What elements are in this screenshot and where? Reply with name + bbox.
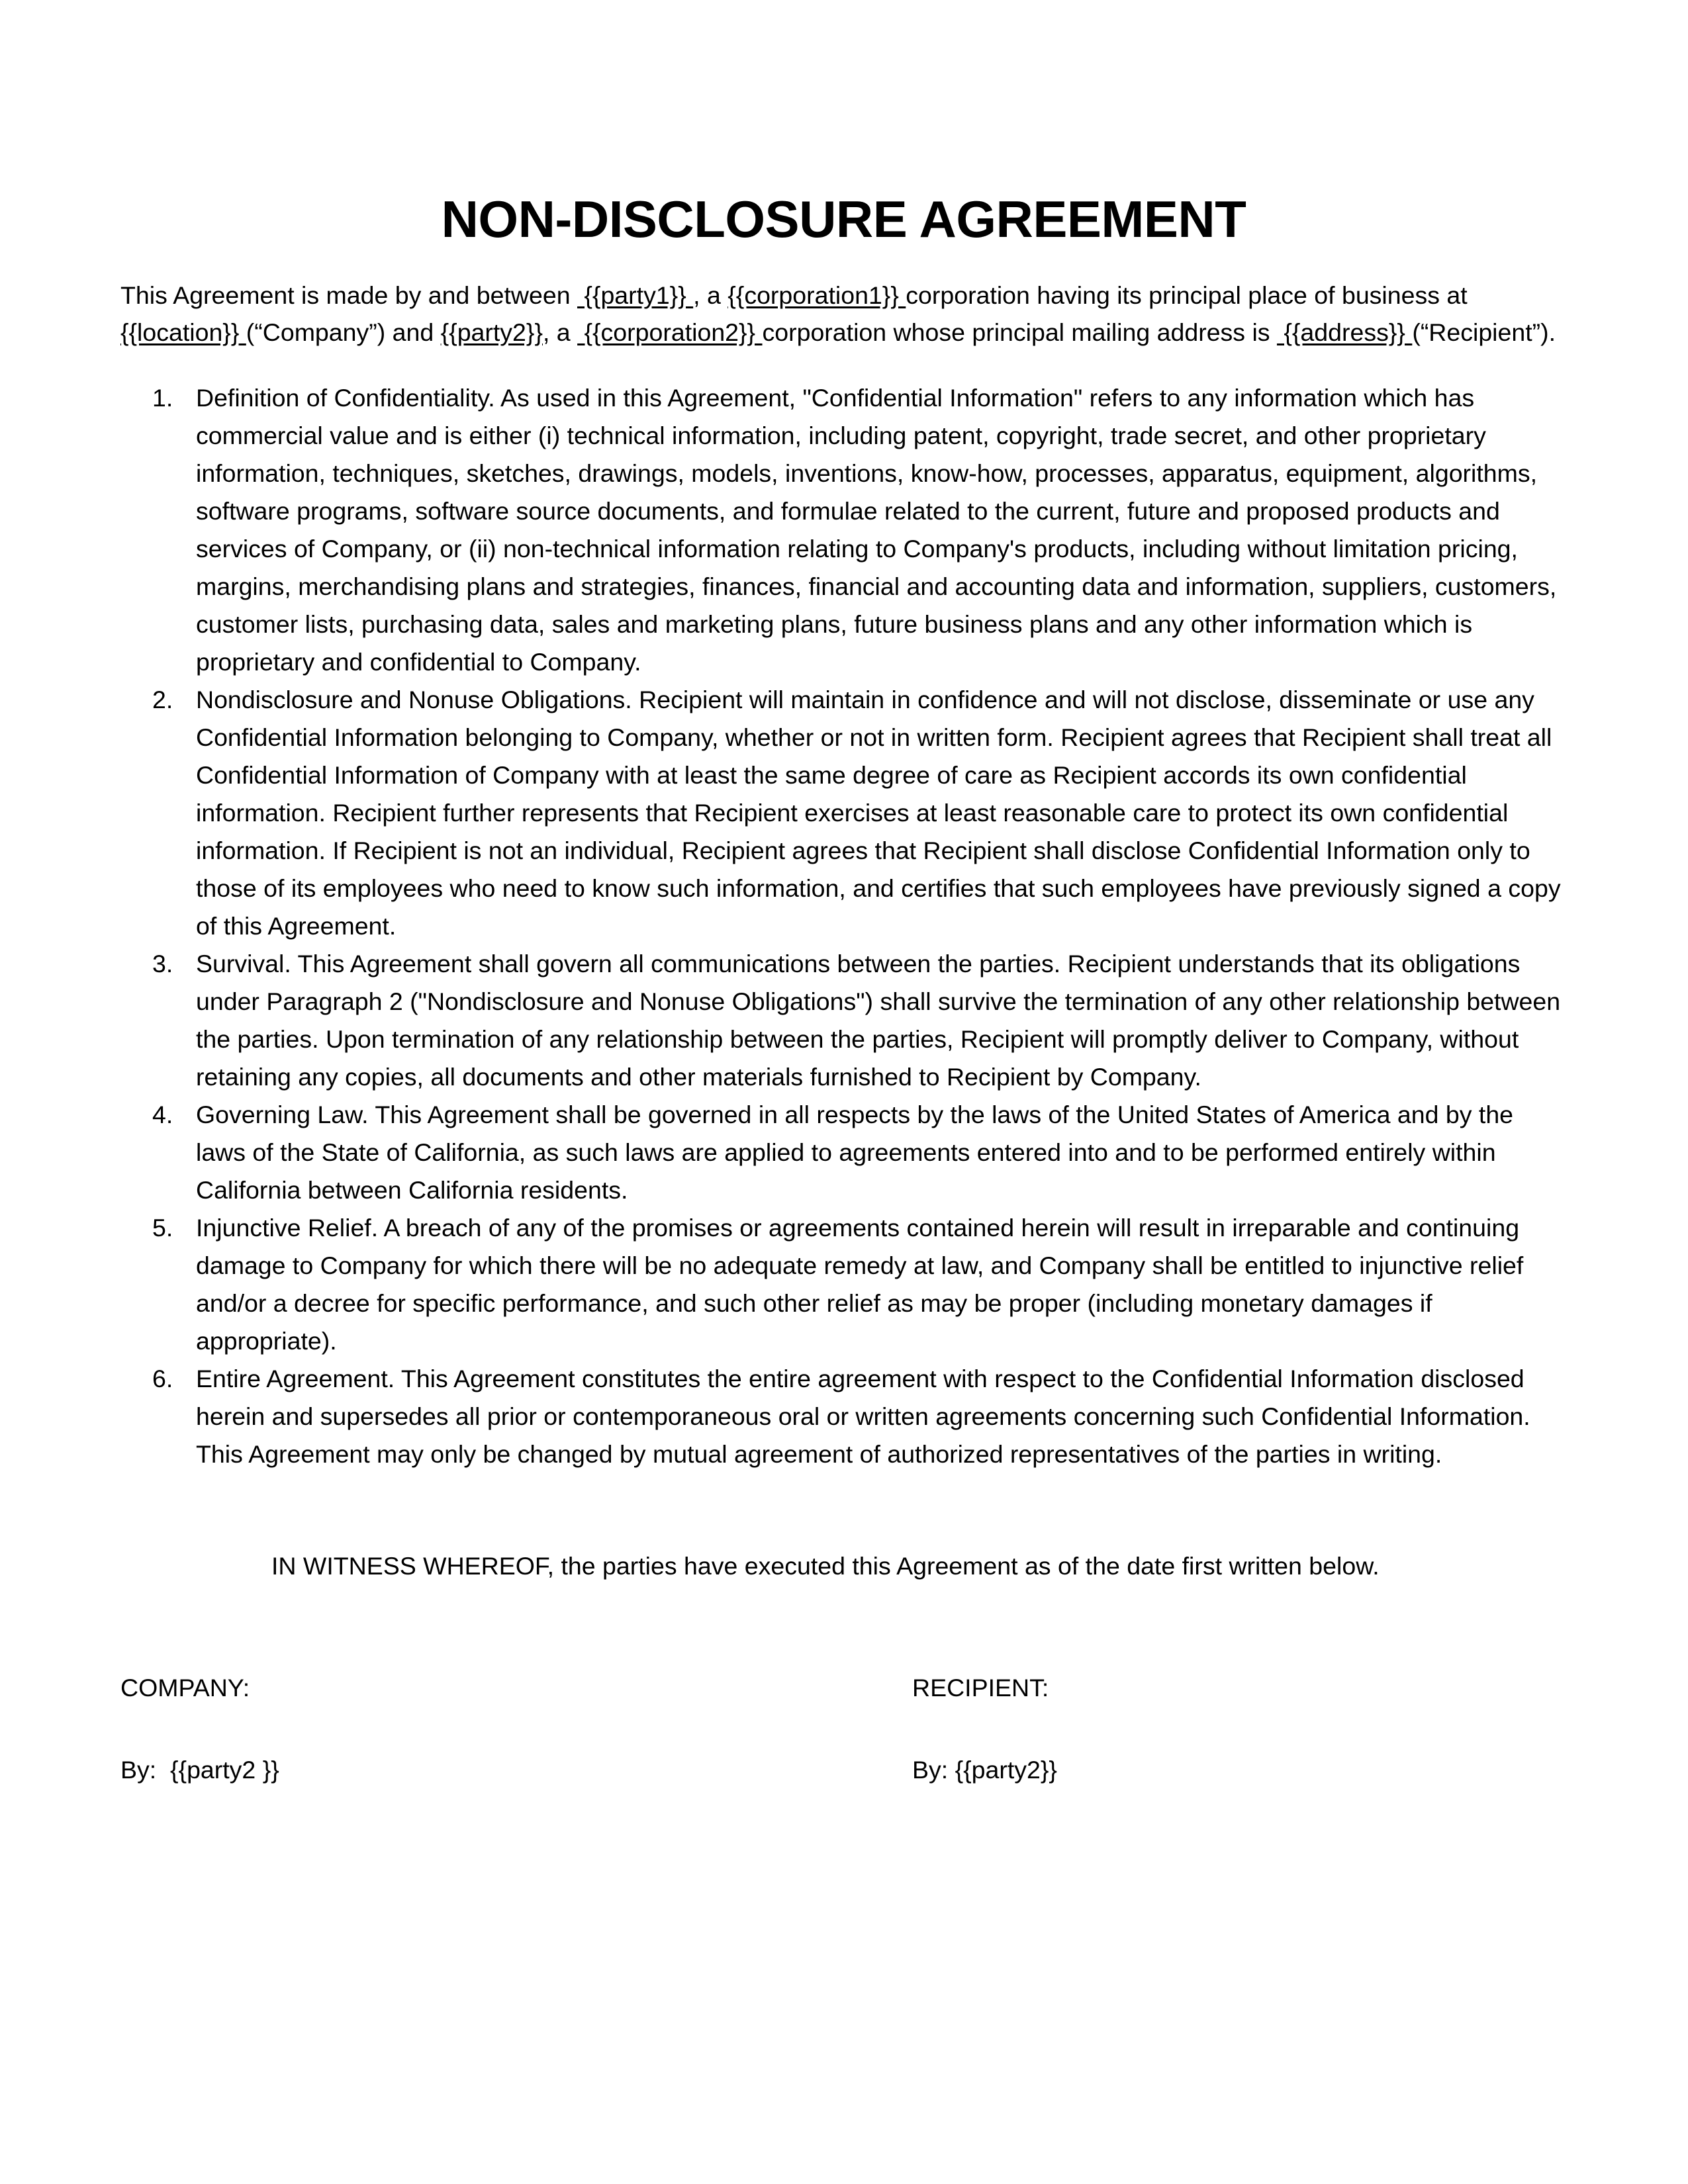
witness-clause: IN WITNESS WHEREOF, the parties have executed this Agreement as of the date first written below. [271, 1551, 1380, 1580]
intro-text-7: (“Recipient”). [1412, 318, 1556, 347]
intro-text-4: (“Company”) and [246, 318, 441, 347]
page-title: NON-DISCLOSURE AGREEMENT [441, 190, 1246, 248]
signature-label-row [120, 1669, 1567, 1710]
recipient-label: RECIPIENT: [912, 1673, 1049, 1702]
clause-list [120, 351, 1567, 1473]
intro-text-2: , a [693, 281, 728, 309]
signature-block [120, 1584, 1567, 1792]
clause-text: Definition of Confidentiality. As used in this Agreement, "Confidential Information" refers to any information which has commercial value and is either (i) technical information, including patent, copyright, trade secret, and other proprietary information, techniques, sketches, drawings, models, inventions, know-how, processes, apparatus, equipment, algorithms, software programs, software source documents, and formulae related to the current, future and proposed products and services of Company, or (ii) non-technical information relating to Company's products, including without limitation pricing, margins, merchandising plans and strategies, finances, financial and accounting data and information, suppliers, customers, customer lists, purchasing data, sales and marketing plans, future business plans and any other information which is proprietary and confidential to Company. [196, 383, 1557, 676]
clause-item-6 [120, 1360, 1567, 1473]
company-by-field: By: {{party2 }} [120, 1755, 279, 1784]
clause-text: Entire Agreement. This Agreement constitutes the entire agreement with respect to the Confidential Information disclosed herein and supersedes all prior or contemporaneous oral or written agreements concerning such Confidential Information. This Agreement may only be changed by mutual agreement of authorized representatives of the parties in writing. [196, 1364, 1530, 1468]
recipient-by-field: By: {{party2}} [912, 1755, 1057, 1784]
clause-item-3 [120, 945, 1567, 1096]
clause-item-4 [120, 1096, 1567, 1209]
intro-text-3: corporation having its principal place of business at [906, 281, 1475, 309]
clause-text: Nondisclosure and Nonuse Obligations. Recipient will maintain in confidence and will not disclose, disseminate or use any Confidential Information belonging to Company, whether or not in written form. Recipient agrees that Recipient shall treat all Confidential Information of Company with at least the same degree of care as Recipient accords its own confidential information. Recipient further represents that Recipient exercises at least reasonable care to protect its own confidential information. If Recipient is not an individual, Recipient agrees that Recipient shall disclose Confidential Information only to those of its employees who need to know such information, and certifies that such employees have previously signed a copy of this Agreement. [196, 685, 1561, 940]
clause-item-2 [120, 681, 1567, 945]
signature-by-row [120, 1751, 1567, 1792]
placeholder-party2: {{party2}} [440, 318, 543, 347]
intro-paragraph [120, 245, 1567, 351]
clause-item-1 [120, 379, 1567, 681]
intro-text-6: corporation whose principal mailing address is [762, 318, 1277, 347]
clause-text: Governing Law. This Agreement shall be governed in all respects by the laws of the United States of America and by the laws of the State of California, as such laws are applied to agreements entered into and to be performed entirely within California between California residents. [196, 1100, 1514, 1204]
placeholder-party1: {{party1}} [577, 281, 694, 309]
placeholder-corporation2: {{corporation2}} [577, 318, 763, 347]
intro-text-1: This Agreement is made by and between [120, 281, 577, 309]
placeholder-corporation1: {{corporation1}} [727, 281, 906, 309]
clause-item-5 [120, 1209, 1567, 1360]
clause-text: Injunctive Relief. A breach of any of the promises or agreements contained herein will result in irreparable and continuing damage to Company for which there will be no adequate remedy at law, and Company shall be entitled to injunctive relief and/or a decree for specific performance, and such other relief as may be proper (including monetary damages if appropriate). [196, 1213, 1524, 1355]
placeholder-address: {{address}} [1276, 318, 1413, 347]
intro-text-5: , a [542, 318, 578, 347]
clause-text: Survival. This Agreement shall govern all communications between the parties. Recipient understands that its obligations under Paragraph 2 ("Nondisclosure and Nonuse Obligations") shall survive the termination of any other relationship between the parties. Upon termination of any relationship between the parties, Recipient will promptly deliver to Company, without retaining any copies, all documents and other materials furnished to Recipient by Company. [196, 949, 1561, 1091]
document-content [120, 0, 1567, 1792]
company-label: COMPANY: [120, 1673, 250, 1702]
placeholder-location: {{location}} [120, 318, 246, 347]
